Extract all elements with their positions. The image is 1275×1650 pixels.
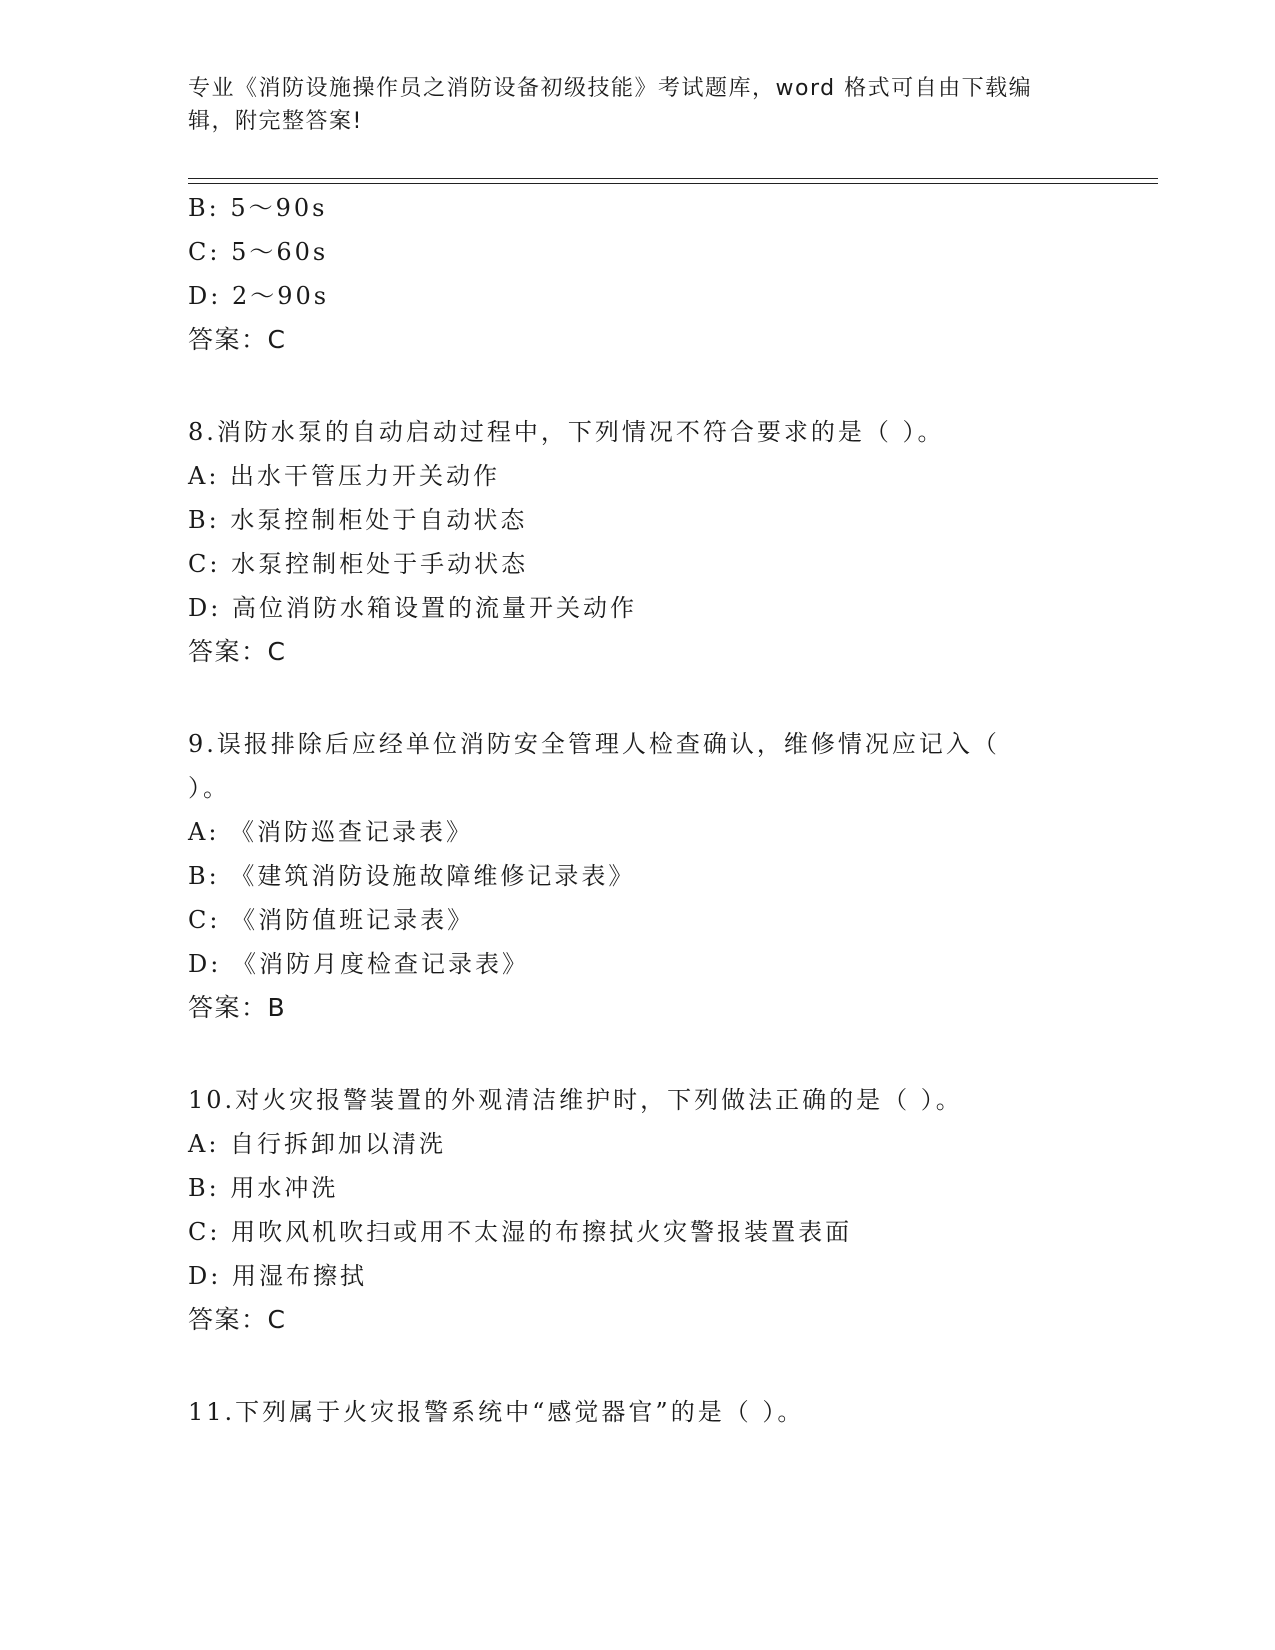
- q9-option-c: C: 《消防值班记录表》: [188, 906, 475, 934]
- q9-option-b: B: 《建筑消防设施故障维修记录表》: [188, 862, 636, 890]
- q10-option-c: C: 用吹风机吹扫或用不太湿的布擦拭火灾警报装置表面: [188, 1218, 853, 1246]
- q7-answer: 答案：C: [188, 325, 287, 354]
- q7-option-d: D: 2～90s: [188, 282, 330, 310]
- q10-question: 10.对火灾报警装置的外观清洁维护时，下列做法正确的是（ ）。: [188, 1086, 963, 1114]
- header-divider-bottom: [188, 183, 1158, 184]
- q7-option-c: C: 5～60s: [188, 238, 329, 266]
- q8-option-c: C: 水泵控制柜处于手动状态: [188, 550, 529, 578]
- q9-option-d: D: 《消防月度检查记录表》: [188, 950, 529, 978]
- q9-option-a: A: 《消防巡查记录表》: [188, 818, 474, 846]
- q7-option-b: B: 5～90s: [188, 194, 328, 222]
- q9-question-line-1: 9.误报排除后应经单位消防安全管理人检查确认，维修情况应记入（: [188, 730, 1000, 758]
- q8-option-a: A: 出水干管压力开关动作: [188, 462, 501, 490]
- header-line-1: 专业《消防设施操作员之消防设备初级技能》考试题库，word 格式可自由下载编: [188, 76, 1033, 101]
- header-line-2: 辑，附完整答案!: [188, 109, 363, 134]
- header-divider-top: [188, 178, 1158, 179]
- q10-option-a: A: 自行拆卸加以清洗: [188, 1130, 447, 1158]
- q8-option-d: D: 高位消防水箱设置的流量开关动作: [188, 594, 637, 622]
- q10-option-d: D: 用湿布擦拭: [188, 1262, 367, 1290]
- q11-question: 11.下列属于火灾报警系统中“感觉器官”的是（ ）。: [188, 1398, 805, 1426]
- q8-answer: 答案：C: [188, 637, 287, 666]
- q10-answer: 答案：C: [188, 1305, 287, 1334]
- q9-answer: 答案：B: [188, 993, 287, 1022]
- q9-question-line-2: ）。: [188, 774, 230, 802]
- q8-question: 8.消防水泵的自动启动过程中，下列情况不符合要求的是（ ）。: [188, 418, 945, 446]
- q8-option-b: B: 水泵控制柜处于自动状态: [188, 506, 528, 534]
- q10-option-b: B: 用水冲洗: [188, 1174, 339, 1202]
- document-header: [188, 72, 1088, 138]
